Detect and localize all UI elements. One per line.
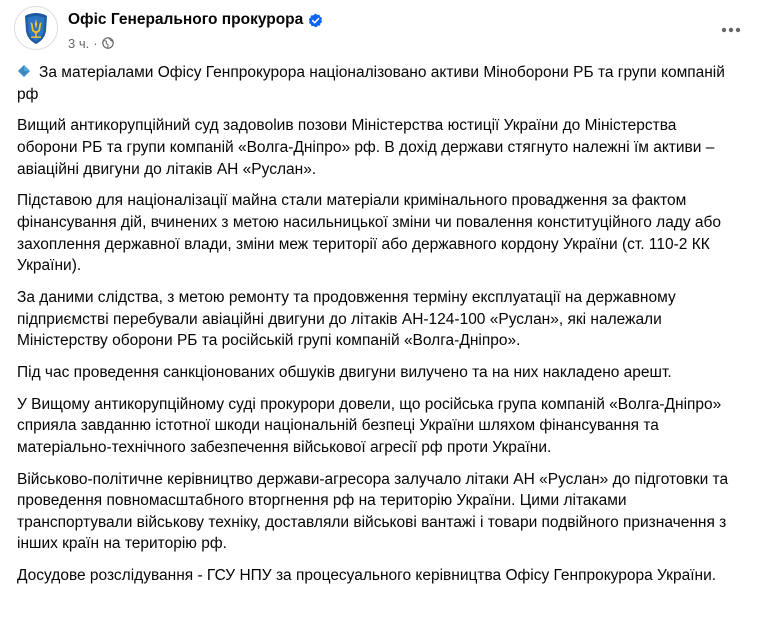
- post-paragraph: У Вищому антикорупційному суді прокурори довели, що російська група компаній «Волга-Дніпро» сприяла завданню істотної шкоди національній безпеці України шляхом фінансування та матеріально-технічного забезпечення військової агресії рф проти України.: [17, 395, 722, 456]
- post-paragraph-lead: [17, 62, 741, 105]
- post-header: [14, 6, 749, 54]
- post-paragraph: Вищий антикорупційний суд задовolив позови Міністерства юстиції України до Міністерства оборони РБ та групи компаній «Волга-Дніпро» рф. В дохід держави стягнуто належні їм активи – авіаційні двигуни до літаків АН «Руслан».: [17, 117, 715, 178]
- post-paragraph: Підставою для націоналізації майна стали матеріали кримінального провадження за фактом фінансування дій, вчинених з метою насильницької зміни чи повалення конституційного ладу або захоплення державної влади, зміни меж території або державного кордону України (ст. 110-2 КК України).: [17, 192, 722, 275]
- author-avatar[interactable]: [14, 6, 58, 50]
- small-blue-diamond-icon: [17, 63, 31, 77]
- post-meta: [68, 34, 114, 52]
- globe-icon[interactable]: [102, 37, 114, 49]
- lead-text: За матеріалами Офісу Генпрокурора націоналізовано активи Міноборони РБ та групи компаній рф: [17, 64, 725, 103]
- post-paragraph: За даними слідства, з метою ремонту та продовження терміну експлуатації на державному підприємстві перебували авіаційні двигуни до літаків АН-124-100 «Руслан», які належали Міністерству оборони РБ та російській групі компаній «Волга-Дніпро».: [17, 288, 676, 350]
- post-timestamp-link[interactable]: 3 ч.: [68, 35, 90, 51]
- more-options-icon: [721, 27, 741, 33]
- post-paragraph: Військово-політичне керівництво держави-агресора залучало літаки АН «Руслан» до підготовки та проведення повномасштабного вторгнення рф на територію України. Цими літаками транспортували військову техніку, доставляли військові вантажі і товари подвійного призначення з інших країн на територію рф.: [17, 470, 729, 553]
- post-paragraph: Під час проведення санкціонованих обшуків двигуни вилучено та на них накладено арешт.: [17, 363, 672, 381]
- meta-separator: ·: [93, 35, 98, 51]
- post-paragraph: Досудове розслідування - ГСУ НПУ за процесуального керівництва Офісу Генпрокурора України.: [17, 567, 717, 585]
- more-options-button[interactable]: [713, 12, 749, 48]
- prosecutor-emblem-icon: [15, 7, 57, 49]
- verified-badge-icon: [308, 13, 323, 28]
- author-line: [68, 10, 323, 30]
- author-name-link[interactable]: Офіс Генерального прокурора: [68, 11, 304, 28]
- post-text: [17, 62, 741, 597]
